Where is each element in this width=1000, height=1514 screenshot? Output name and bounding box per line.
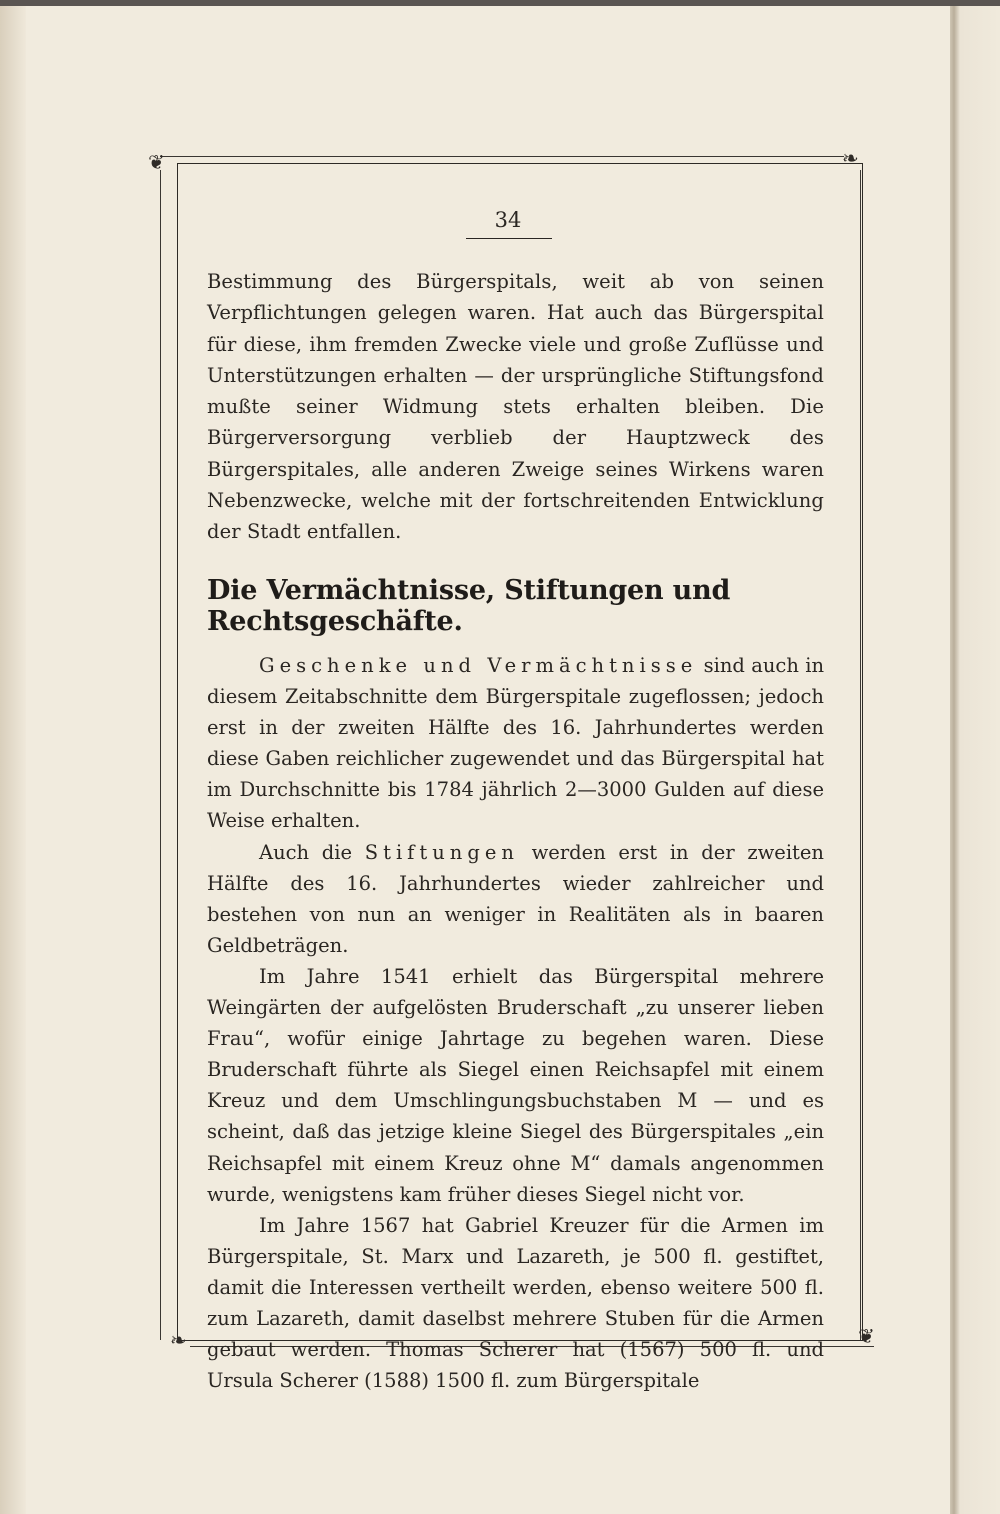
section-body — [207, 650, 824, 1396]
frame-top-rule — [160, 156, 844, 157]
corner-flourish-icon: ❦ — [858, 1324, 875, 1348]
paragraph-text: werden erst in der zweiten Hälfte des 16. Jahrhundertes wieder zahlreicher und bestehen von nun an weniger in Realitäten als in baaren Geldbeträgen. — [207, 840, 824, 957]
section-heading: Die Vermächtnisse, Stiftungen und Rechtsgeschäfte. — [207, 575, 731, 637]
corner-flourish-icon: ❧ — [170, 1328, 187, 1352]
page-left-edge — [0, 6, 26, 1514]
paragraph — [207, 650, 824, 837]
paragraph-text: Auch die — [259, 840, 365, 864]
frame-right-rule — [860, 170, 861, 1340]
page-gutter — [950, 6, 1000, 1514]
continued-paragraph: Bestimmung des Bürgerspitals, weit ab von seinen Verpflichtungen gelegen waren. Hat auch das Bürgerspital für diese, ihm fremden Zwecke viele und große Zuflüsse und Unterstützungen erhalten — der ursprüngliche Stiftungsfond mußte seiner Widmung stets erhalten bleiben. Die Bürgerversorgung verblieb der Hauptzweck des Bürgerspitales, alle anderen Zweige seines Wirkens waren Nebenzwecke, welche mit der fortschreitenden Entwicklung der Stadt entfallen. — [207, 270, 824, 544]
paragraph: Im Jahre 1541 erhielt das Bürgerspital mehrere Weingärten der aufgelösten Bruderschaft „zu unserer lieben Frau“, wofür einige Jahrtage zu begehen waren. Diese Bruderschaft führte als Siegel einen Reichsapfel mit einem Kreuz und dem Umschlingungsbuchstaben M — und es scheint, daß das jetzige kleine Siegel des Bürgerspitales „ein Reichsapfel mit einem Kreuz ohne M“ damals angenommen wurde, wenigstens kam früher dieses Siegel nicht vor. — [207, 964, 824, 1206]
emphasized-text: Geschenke und Vermächtnisse — [259, 654, 698, 677]
paragraph: Im Jahre 1567 hat Gabriel Kreuzer für die Armen im Bürgerspitale, St. Marx und Lazareth, je 500 fl. gestiftet, damit die Interessen vertheilt werden, ebenso weitere 500 fl. zum Lazareth, damit daselbst mehrere Stuben für die Armen gebaut werden. Thomas Scherer hat (1567) 500 fl. und Ursula Scherer (1588) 1500 fl. zum Bürgerspitale — [207, 1213, 824, 1393]
page-number: 34 — [494, 208, 522, 232]
paragraph-text: sind auch in diesem Zeitabschnitte dem Bürgerspitale zugeflossen; jedoch erst in der zweiten Hälfte des 16. Jahrhundertes werden diese Gaben reichlicher zugewendet und das Bürgerspital hat im Durchschnitte bis 1784 jährlich 2—3000 Gulden auf diese Weise erhalten. — [207, 654, 824, 833]
paragraph — [207, 837, 824, 961]
frame-left-rule — [160, 170, 161, 1340]
emphasized-text: Stiftungen — [364, 840, 519, 864]
corner-flourish-icon: ❦ — [148, 150, 165, 174]
corner-flourish-icon: ❧ — [842, 146, 859, 170]
page-number-rule — [466, 238, 552, 239]
